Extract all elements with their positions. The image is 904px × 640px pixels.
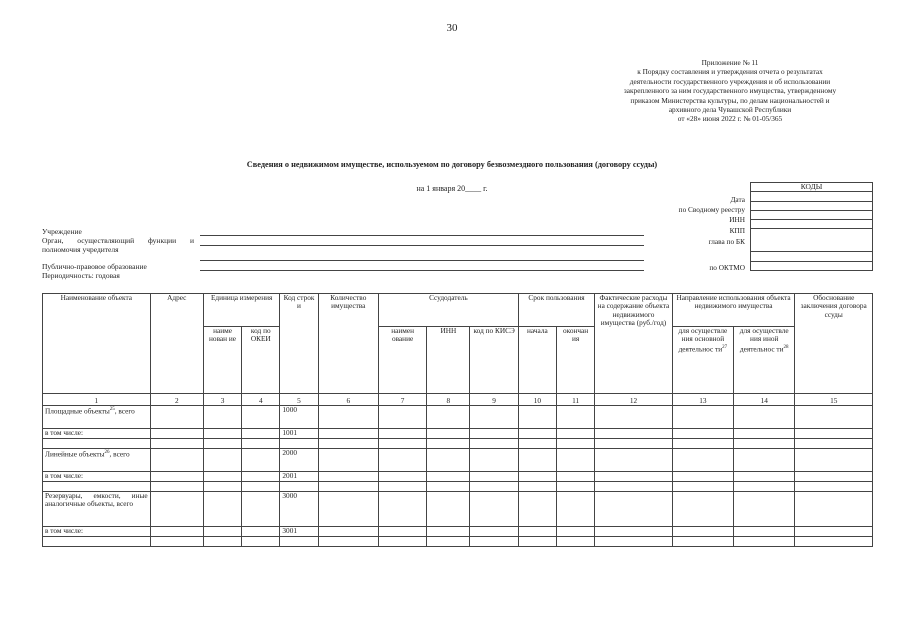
header-direction: Направление использования объекта недвижимого имущества	[672, 294, 795, 327]
row-code: 1001	[280, 429, 318, 439]
annex-line: к Порядку составления и утверждения отчета о результатах	[637, 67, 823, 77]
row-sub-label: в том числе:	[43, 527, 151, 537]
header-name: Наименование объекта	[43, 294, 151, 394]
col-number: 12	[595, 394, 672, 406]
annex-line: деятельности государственного учреждения и об использовании	[629, 76, 831, 86]
row-code: 3000	[280, 492, 318, 527]
header-lender-kisz: код по КИСЭ	[470, 327, 518, 394]
column-numbers-row	[43, 394, 873, 406]
col-number: 6	[318, 394, 378, 406]
table-row	[43, 449, 873, 472]
table-row-empty	[43, 482, 873, 492]
row-name-reservoirs: Резервуары, емкости, иные аналогичные объекты, всего	[43, 492, 151, 527]
footnote-27: 27	[722, 344, 728, 350]
annex-line: Приложение № 11	[701, 58, 759, 67]
page-number: 30	[446, 22, 458, 34]
col-number: 11	[557, 394, 595, 406]
col-number: 7	[378, 394, 426, 406]
header-unit-name: наиме нован ие	[203, 327, 241, 394]
code-kpp-field[interactable]	[751, 220, 873, 229]
annex-line: приказом Министерства культуры, по делам национальностей и	[630, 95, 830, 105]
row-name-areal: Площадные объекты$^{25}$, всего	[43, 406, 151, 429]
col-number: 5	[280, 394, 318, 406]
document-title: Сведения о недвижимом имуществе, используемом по договору безвозмездного пользования (договору ссуды)	[246, 160, 658, 169]
header-lender-inn: ИНН	[427, 327, 470, 394]
label-founder-organ: Орган, осуществляющий функции и полномочия учредителя	[42, 236, 194, 254]
col-number: 2	[150, 394, 203, 406]
header-justification: Обоснование заключения договора ссуды	[795, 294, 873, 394]
col-number: 15	[795, 394, 873, 406]
code-registry-field[interactable]	[751, 201, 873, 210]
col-number: 1	[43, 394, 151, 406]
label-public-entity: Публично-правовое образование	[42, 262, 147, 271]
header-quantity: Количество имущества	[318, 294, 378, 394]
footnote-26: 26	[104, 450, 110, 455]
header-term-start: начала	[518, 327, 556, 394]
code-bk-field[interactable]	[751, 229, 873, 252]
code-periodicity-field[interactable]	[751, 261, 873, 270]
code-inn-field[interactable]	[751, 210, 873, 219]
header-term: Срок пользования	[518, 294, 594, 327]
table-row	[43, 527, 873, 537]
row-code: 1000	[280, 406, 318, 429]
col-number: 13	[672, 394, 733, 406]
table-row	[43, 406, 873, 429]
label-inn: ИНН	[729, 215, 745, 224]
footnote-28: 28	[783, 344, 789, 350]
footnote-25: 25	[109, 407, 115, 412]
label-institution: Учреждение	[42, 227, 82, 236]
col-number: 4	[242, 394, 280, 406]
annex-line: от «28» июня 2022 г. № 01-05/365	[677, 114, 783, 124]
label-registry: по Сводному реестру	[678, 205, 745, 214]
label-oktmo: по ОКТМО	[709, 263, 745, 272]
table-row	[43, 429, 873, 439]
annex-line: закрепленного за ним государственного имущества, утвержденному	[623, 86, 837, 96]
codes-header: КОДЫ	[751, 183, 873, 192]
header-direction-main: для осуществле ния основной деятельнос $ти^{27}$	[672, 327, 733, 394]
header-direction-other: для осуществле ния иной деятельнос $ти^{28}$	[734, 327, 795, 394]
organ-underline-2	[200, 260, 644, 261]
header-unit-code: код по ОКЕИ	[242, 327, 280, 394]
row-name-linear: Линейные объекты$^{26}$, всего	[43, 449, 151, 472]
col-number: 14	[734, 394, 795, 406]
col-number: 9	[470, 394, 518, 406]
institution-underline	[200, 235, 644, 236]
table-row-empty	[43, 439, 873, 449]
header-line-code: Код строк и	[280, 294, 318, 394]
property-table	[42, 293, 873, 547]
table-row	[43, 492, 873, 527]
report-date: на 1 января 20____ г.	[416, 184, 488, 193]
code-date-field[interactable]	[751, 192, 873, 201]
row-code: 2000	[280, 449, 318, 472]
table-row	[43, 472, 873, 482]
codes-table	[750, 182, 873, 271]
row-sub-label: в том числе:	[43, 472, 151, 482]
header-address: Адрес	[150, 294, 203, 394]
label-date: Дата	[730, 195, 745, 204]
code-oktmo-field[interactable]	[751, 252, 873, 261]
label-kpp: КПП	[729, 226, 745, 235]
label-bk: глава по БК	[708, 237, 745, 246]
header-term-end: окончан ия	[557, 327, 595, 394]
col-number: 10	[518, 394, 556, 406]
header-unit: Единица измерения	[203, 294, 279, 327]
table-row-empty	[43, 537, 873, 547]
col-number: 3	[203, 394, 241, 406]
row-sub-label: в том числе:	[43, 429, 151, 439]
row-code: 2001	[280, 472, 318, 482]
header-lender: Ссудодатель	[378, 294, 518, 327]
header-expenses: Фактические расходы на содержание объекта недвижимого имущества (руб./год)	[595, 294, 672, 394]
annex-block	[600, 58, 860, 124]
annex-line: архивного дела Чувашской Республики	[668, 105, 792, 115]
row-code: 3001	[280, 527, 318, 537]
label-periodicity: Периодичность: годовая	[42, 271, 120, 280]
header-lender-name: наимен ование	[378, 327, 426, 394]
col-number: 8	[427, 394, 470, 406]
